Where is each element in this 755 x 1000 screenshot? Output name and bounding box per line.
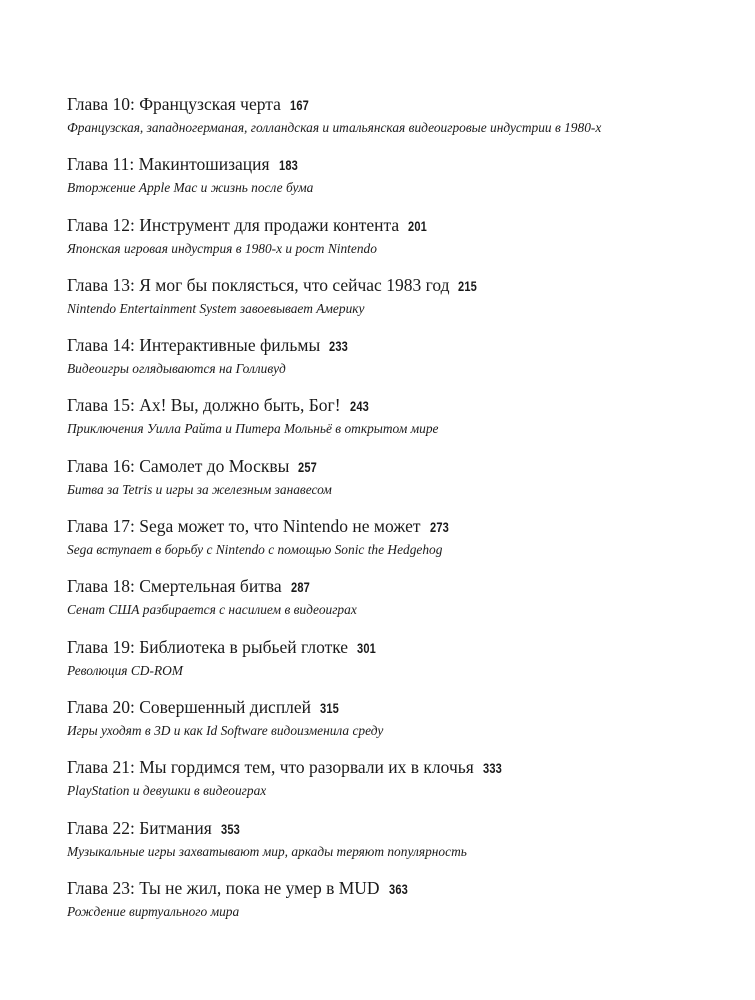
chapter-title: Глава 21: Мы гордимся тем, что разорвали их в клочья bbox=[67, 757, 474, 778]
toc-entry bbox=[67, 454, 727, 514]
chapter-subtitle: Рождение виртуального мира bbox=[67, 903, 240, 919]
chapter-title: Глава 13: Я мог бы поклясться, что сейчас 1983 год bbox=[67, 274, 450, 295]
chapter-subtitle: Японская игровая индустрия в 1980-х и рост Nintendo bbox=[67, 240, 377, 256]
chapter-title: Глава 18: Смертельная битва bbox=[67, 576, 282, 597]
chapter-title: Глава 12: Инструмент для продажи контента bbox=[67, 214, 400, 235]
chapter-title-line bbox=[67, 816, 727, 842]
chapter-subtitle: Sega вступает в борьбу с Nintendo с помощью Sonic the Hedgehog bbox=[67, 542, 443, 558]
toc-entry bbox=[67, 333, 727, 393]
page-number: 287 bbox=[290, 580, 310, 596]
chapter-title: Глава 14: Интерактивные фильмы bbox=[67, 335, 321, 356]
chapter-title: Глава 22: Битмания bbox=[67, 817, 212, 838]
toc-entry bbox=[67, 273, 727, 333]
page-number: 233 bbox=[329, 339, 349, 355]
toc-entry bbox=[67, 393, 727, 453]
chapter-subtitle: Французская, западногерманая, голландская и итальянская видеоигровые индустрии в 1980-х bbox=[67, 120, 602, 135]
chapter-subtitle: Сенат США разбирается с насилием в видеоиграх bbox=[67, 602, 357, 618]
chapter-title-line bbox=[67, 876, 727, 902]
toc-entry bbox=[67, 635, 727, 695]
chapter-title-line bbox=[67, 695, 727, 721]
chapter-subtitle: Музыкальные игры захватывают мир, аркады теряют популярность bbox=[67, 843, 467, 859]
chapter-title: Глава 20: Совершенный дисплей bbox=[67, 696, 312, 717]
toc-entry bbox=[67, 695, 727, 755]
page-number: 201 bbox=[408, 218, 428, 234]
page-number: 363 bbox=[388, 881, 408, 897]
chapter-subtitle: Революция CD-ROM bbox=[67, 662, 183, 678]
page-number: 183 bbox=[278, 158, 298, 174]
chapter-title-line bbox=[67, 454, 727, 480]
chapter-title-line bbox=[67, 635, 727, 661]
chapter-title: Глава 15: Ах! Вы, должно быть, Бог! bbox=[67, 395, 341, 416]
toc-entry bbox=[67, 92, 727, 152]
page-number: 273 bbox=[429, 520, 449, 536]
chapter-title-line bbox=[67, 213, 727, 239]
chapter-title: Глава 11: Макинтошизация bbox=[67, 154, 270, 175]
chapter-title-line bbox=[67, 393, 727, 419]
toc-entry bbox=[67, 152, 727, 212]
chapter-title-line bbox=[67, 514, 727, 540]
chapter-title-line bbox=[67, 273, 727, 299]
chapter-title: Глава 19: Библиотека в рыбьей глотке bbox=[67, 636, 349, 657]
toc-entry bbox=[67, 755, 727, 815]
page-number: 353 bbox=[220, 821, 240, 837]
chapter-title: Глава 10: Французская черта bbox=[67, 94, 281, 114]
page-number: 315 bbox=[320, 700, 340, 716]
chapter-subtitle: Битва за Tetris и игры за железным занавесом bbox=[67, 481, 332, 497]
toc-entry bbox=[67, 213, 727, 273]
table-of-contents bbox=[67, 92, 727, 936]
chapter-title: Глава 23: Ты не жил, пока не умер в MUD bbox=[67, 877, 380, 898]
chapter-subtitle: Игры уходят в 3D и как Id Software видоизменила среду bbox=[67, 722, 384, 738]
chapter-title: Глава 16: Самолет до Москвы bbox=[67, 455, 290, 476]
chapter-subtitle: Видеоигры оглядываются на Голливуд bbox=[67, 361, 286, 377]
toc-entry bbox=[67, 514, 727, 574]
page-number: 301 bbox=[357, 640, 377, 656]
chapter-title-line bbox=[67, 333, 727, 359]
chapter-subtitle: PlayStation и девушки в видеоиграх bbox=[67, 783, 267, 799]
chapter-title-line bbox=[67, 574, 727, 600]
chapter-subtitle: Nintendo Entertainment System завоевывает Америку bbox=[67, 300, 365, 316]
chapter-title-line bbox=[67, 152, 727, 178]
page-number: 167 bbox=[289, 98, 309, 113]
toc-entry bbox=[67, 574, 727, 634]
toc-entry bbox=[67, 876, 727, 936]
page-number: 333 bbox=[482, 761, 502, 777]
chapter-title: Глава 17: Sega может то, что Nintendo не может bbox=[67, 516, 421, 537]
toc-entry bbox=[67, 816, 727, 876]
page-number: 215 bbox=[458, 278, 478, 294]
chapter-title-line bbox=[67, 92, 727, 118]
chapter-subtitle: Вторжение Apple Mac и жизнь после бума bbox=[67, 180, 314, 196]
page-number: 257 bbox=[298, 459, 318, 475]
page-number: 243 bbox=[349, 399, 369, 415]
chapter-subtitle: Приключения Уилла Райта и Питера Мольньё в открытом мире bbox=[67, 421, 439, 437]
chapter-title-line bbox=[67, 755, 727, 781]
